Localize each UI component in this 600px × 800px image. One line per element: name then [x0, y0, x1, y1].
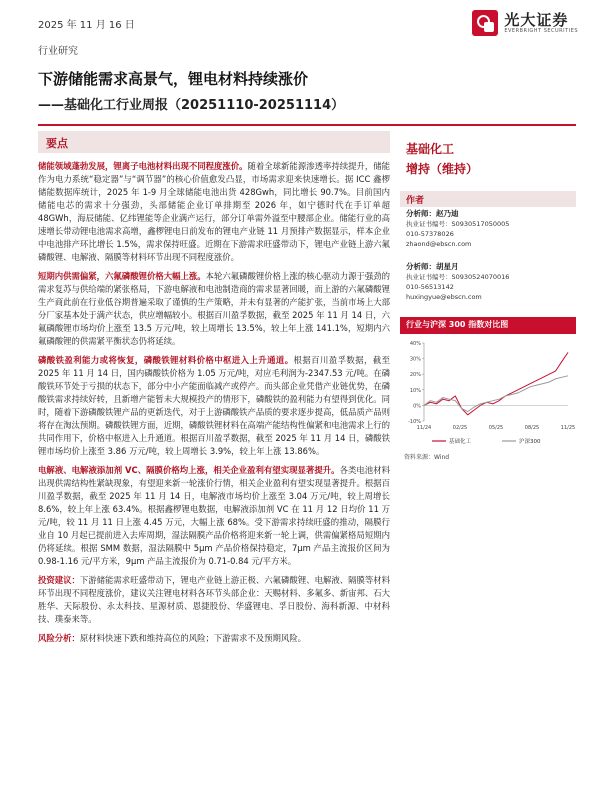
chart-title-bar [400, 317, 576, 334]
paragraph [38, 270, 390, 348]
industry-rating: 增持（维持） [406, 162, 479, 176]
chart-source: 资料来源：Wind [404, 454, 450, 461]
brand-name-cn: 光大证券 [504, 11, 569, 29]
paragraph [38, 354, 390, 458]
series-line-hs300 [424, 376, 568, 412]
brand-logo [472, 10, 578, 36]
x-tick-label: 02/25 [452, 425, 468, 431]
report-category: 行业研究 [38, 46, 78, 57]
paragraph-body: 下游储能需求旺盛带动下，锂电产业链上游正极、六氟磷酸锂、电解液、隔膜等材料环节出现不同程度涨价，建议关注锂电材料各环节头部企业：天赐材料、多氟多、新宙邦、石大胜华、天际股份、永太科技、星源材质、恩捷股份、华盛锂电、孚日股份、海科新源、中材科技、璞泰来等。 [38, 575, 390, 624]
authors-label: 作者 [406, 196, 425, 206]
x-tick-label: 08/25 [524, 425, 540, 431]
legend-label: 沪深300 [519, 439, 541, 445]
author-phone: 010-56513142 [406, 283, 454, 291]
author-email[interactable]: huxingyue@ebscn.com [406, 293, 482, 301]
paragraph [38, 160, 390, 264]
legend-label: 基础化工 [449, 439, 472, 445]
author-email[interactable]: zhaond@ebscn.com [406, 240, 472, 248]
report-title: 下游储能需求高景气，锂电材料持续涨价 [38, 70, 309, 88]
author-name: 分析师：胡星月 [406, 262, 459, 271]
paragraph-lead: 电解液、电解液添加剂 VC、隔膜价格均上涨，相关企业盈利有望实现显著提升。 [38, 465, 340, 475]
key-points-header [38, 131, 390, 153]
y-tick-label: 40% [409, 341, 421, 347]
paragraph [38, 574, 390, 626]
paragraph-lead: 磷酸铁盈利能力或将恢复，磷酸铁锂材料价格中枢进入上升通道。 [38, 355, 294, 365]
author-name: 分析师：赵乃迪 [406, 209, 459, 218]
paragraph-body: 各类电池材料出现供需结构性紧缺现象，有望迎来新一轮涨价行情，相关企业盈利有望实现显著提升。根据百川盈孚数据，截至 2025 年 11 月 14 日，电解液市场均价上涨至 3.04 万元/吨，较上周增长 8.6%，较上年上涨 63.4%。根据鑫椤锂电数据，电解液添加剂 VC 在 11 月 12 日均价 11 万元/吨，较 11 月 11 日上涨 4.45 万元，大幅上涨 68%。受下游需求持续旺盛的推动，隔膜行业自 10 月起已提前进入去库周期，湿法隔膜产品价格将迎来新一轮上调，供需偏紧格局短期内仍将延续。根据 SMM 数据，湿法隔膜中 5μm 产品价格保持稳定，7μm 产品主流报价区间为 0.98-1.16 元/平方米，9μm 产品主流报价为 0.71-0.84 元/平方米。 [38, 465, 391, 566]
paragraph [38, 632, 390, 645]
paragraph-body: 原材料快速下跌和维持高位的风险；下游需求不及预期风险。 [79, 633, 306, 643]
paragraph-lead: 短期内供需偏紧，六氟磷酸锂价格大幅上涨。 [38, 271, 206, 281]
y-tick-label: 10% [409, 387, 421, 394]
author-license: 执业证书编号：S0930524070016 [406, 273, 510, 281]
y-tick-label: 0% [413, 403, 421, 410]
brand-name-en: EVERBRIGHT SECURITIES [504, 28, 578, 34]
author-card [406, 262, 509, 302]
paragraph-body: 本轮六氟磷酸锂价格上涨的核心驱动力源于强劲的需求复苏与供给端的紧张格局，下游电解液和电池制造商的需求显著回暖，而上游的六氟磷酸锂生产商此前在行业低谷期普遍采取了谨慎的生产策略，并未有显著的产能扩张，当前市场上大部分厂家基本处于满产状态，供应增幅较小。根据百川盈孚数据，截至 2025 年 11 月 14 日，六氟磷酸锂市场均价上涨至 13.5 万元/吨，较上周增长 13.5%，较上年上涨 141.1%，短期内六氟磷酸锂的供需紧平衡状态仍将延续。 [38, 271, 391, 346]
brand-logo-icon [472, 10, 498, 36]
y-tick-label: -10% [408, 419, 421, 425]
x-tick-label: 11/25 [560, 425, 576, 431]
author-card [406, 209, 509, 249]
header-divider [38, 124, 576, 126]
report-subtitle: ——基础化工行业周报（20251110-20251114） [38, 98, 345, 113]
author-phone: 010-57378026 [406, 230, 454, 238]
x-tick-label: 11/24 [416, 425, 432, 431]
x-tick-label: 05/25 [488, 425, 504, 431]
paragraph-body: 随着全球新能源渗透率持续提升，储能作为电力系统“稳定器”与“调节器”的核心价值愈发凸显，市场需求迎来快速增长。据 ICC 鑫椤储能数据库统计，2025 年 1-9 月全球储能电池出货 428Gwh，同比增长 90.7%。目前国内储能电芯的需求十分强劲，头部储能企业订单排期至 2026 年，如宁德时代在手订单超 48GWh，海辰储能、亿纬锂能等企业满产运行，部分订单需外溢至中腰部企业。储能行业的高速增长带动锂电池需求高增，鑫椤锂电日前发布的锂电产业链 11 月预排产数据显示，样本企业中电池排产环比增长 1.5%，需求保持旺盛。近期在下游需求旺盛带动下，锂电产业链上游六氟磷酸锂、电解液、隔膜等材料环节出现不同程度涨价。 [38, 161, 391, 262]
investment-advice-label: 投资建议： [38, 575, 80, 585]
main-content [38, 160, 390, 645]
chart-title: 行业与沪深 300 指数对比图 [406, 320, 509, 329]
paragraph-lead: 储能领域蓬勃发展，锂离子电池材料出现不同程度涨价。 [38, 161, 248, 171]
risk-analysis-label: 风险分析： [38, 633, 80, 643]
key-points-label: 要点 [46, 137, 68, 150]
y-tick-label: 30% [409, 356, 421, 363]
report-date: 2025 年 11 月 16 日 [38, 20, 135, 31]
author-license: 执业证书编号：S0930517050005 [406, 220, 510, 228]
authors-header [400, 191, 576, 207]
paragraph [38, 464, 390, 568]
comparison-line-chart [400, 337, 576, 449]
paragraph-body: 根据百川盈孚数据，截至2025 年 11 月 14 日，国内磷酸铁价格为 1.05 万元/吨，对应毛利润为-2347.53 元/吨。在磷酸铁环节处于亏损的状态下，部分中小产能面临减产或停产。而头部企业凭借产业链优势，在磷酸铁需求持续好转，且新增产能暂未大规模投产的情形下，磷酸铁的盈利能力有望得到优化。同时，随着下游磷酸铁锂产品的更新迭代，对于上游磷酸铁产品质的要求逐步提高，低品质产品则将存在淘汰预期。磷酸铁锂方面，近期，磷酸铁锂材料在高端产能结构性偏紧和电池需求上行的共同作用下，价格中枢进入上升通道。根据百川盈孚数据，截至 2025 年 11 月 14 日，磷酸铁锂市场均价上涨至 3.86 万元/吨，较上周增长 3.9%，较上年上涨 13.86%。 [38, 355, 390, 456]
y-tick-label: 20% [409, 372, 421, 379]
industry-name: 基础化工 [406, 142, 455, 156]
